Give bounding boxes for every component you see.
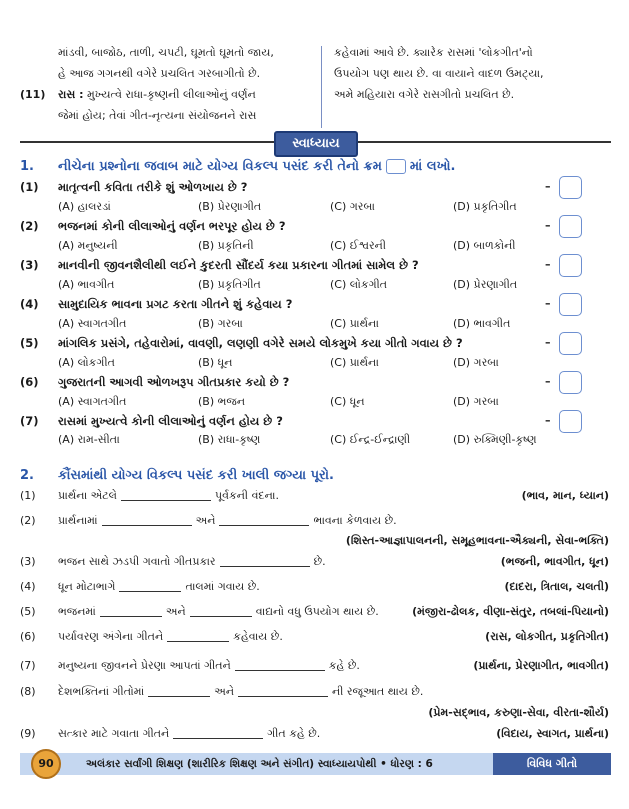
question-text: રાસમાં મુખ્યત્વે કોની લીલાઓનું વર્ણન હોય છે ? bbox=[58, 414, 283, 428]
question-text: સામુદાયિક ભાવના પ્રગટ કરતા ગીતને શું કહેવાય ? bbox=[58, 297, 293, 311]
answer-box-5[interactable] bbox=[559, 332, 582, 355]
question-text: ગુજરાતની આગવી ઓળખરૂપ ગીતપ્રકાર કયો છે ? bbox=[58, 375, 290, 389]
intro-left-line: માંડવી, બાજોઠ, તાળી, ચપટી, ઘૂમતો ઘૂમતો જાય, bbox=[58, 46, 274, 59]
intro-item-11 bbox=[20, 84, 308, 105]
option-b: (B) રાધા-કૃષ્ણ bbox=[198, 433, 261, 446]
fill-text: સત્કાર માટે ગવાતા ગીતને bbox=[58, 727, 170, 740]
blank-line[interactable] bbox=[119, 591, 181, 592]
option-b: (B) પ્રકૃતિગીત bbox=[198, 278, 261, 291]
fill-number: (3) bbox=[20, 555, 36, 568]
option-d: (D) પ્રકૃતિગીત bbox=[453, 200, 517, 213]
answer-box-sample bbox=[386, 159, 406, 174]
dash: – bbox=[545, 297, 551, 310]
page-number-badge bbox=[31, 749, 61, 779]
fill-in-5 bbox=[20, 605, 379, 619]
option-a: (A) હાલરડાં bbox=[58, 200, 111, 213]
option-c: (C) ધૂન bbox=[330, 395, 365, 408]
intro-right-line: કહેવામાં આવે છે. ક્યારેક રાસમાં 'લોકગીત'નો bbox=[334, 46, 533, 59]
fill-number: (2) bbox=[20, 514, 36, 527]
fill-number: (6) bbox=[20, 630, 36, 643]
option-d: (D) ગરબા bbox=[453, 356, 499, 369]
footer-title: અલંકાર સર્વાંગી શિક્ષણ (શારીરિક શિક્ષણ અને સંગીત) સ્વાધ્યાયપોથી • ધોરણ : 6 bbox=[86, 758, 433, 770]
section-2-heading bbox=[20, 468, 334, 483]
option-a: (A) મનુષ્યની bbox=[58, 239, 118, 252]
fill-text: છે. bbox=[313, 555, 326, 568]
option-d: (D) પ્રેરણાગીત bbox=[453, 278, 518, 291]
item-label: રાસ : bbox=[58, 88, 84, 101]
option-a: (A) રામ-સીતા bbox=[58, 433, 120, 446]
fill-choices: (ભજની, ભાવગીત, ધૂન) bbox=[500, 555, 609, 568]
fill-in-6 bbox=[20, 630, 283, 644]
question-number: (1) bbox=[20, 180, 39, 194]
intro-right-column bbox=[334, 42, 609, 105]
intro-right-line: અમે મહિયારા વગેરે રાસગીતો પ્રચલિત છે. bbox=[334, 88, 515, 101]
dash: – bbox=[545, 414, 551, 427]
item-text: મુખ્યત્વે રાધા-કૃષ્ણની લીલાઓનું વર્ણન bbox=[87, 88, 256, 101]
fill-text: પૂર્વકની વંદના. bbox=[214, 489, 279, 502]
blank-line[interactable] bbox=[121, 500, 211, 501]
section-1-heading bbox=[20, 159, 455, 174]
question-5 bbox=[20, 336, 463, 351]
option-c: (C) ઈન્દ્ર-ઈન્દ્રાણી bbox=[330, 433, 411, 446]
fill-text: પ્રાર્થનામાં bbox=[58, 514, 98, 527]
fill-text: ભજનમાં bbox=[58, 605, 96, 618]
fill-text: પ્રાર્થના એટલે bbox=[58, 489, 117, 502]
question-1 bbox=[20, 180, 247, 195]
fill-number: (7) bbox=[20, 659, 36, 672]
question-number: (3) bbox=[20, 258, 39, 272]
question-number: (4) bbox=[20, 297, 39, 311]
blank-line[interactable] bbox=[173, 738, 263, 739]
fill-choices: (પ્રાર્થના, પ્રેરણાગીત, ભાવગીત) bbox=[473, 659, 609, 672]
fill-choices: (ભાવ, માન, ધ્યાન) bbox=[521, 489, 609, 502]
fill-in-8 bbox=[20, 685, 423, 699]
blank-line[interactable] bbox=[235, 670, 325, 671]
blank-line[interactable] bbox=[219, 525, 309, 526]
section-text: કૌંસમાંથી યોગ્ય વિકલ્પ પસંદ કરી ખાલી જગ્યા પૂરો. bbox=[58, 468, 334, 483]
option-d: (D) રુક્મિણી-કૃષ્ણ bbox=[453, 433, 537, 446]
dash: – bbox=[545, 180, 551, 193]
section-number: 1. bbox=[20, 159, 34, 174]
fill-text: કહે છે. bbox=[328, 659, 360, 672]
question-number: (6) bbox=[20, 375, 39, 389]
blank-line[interactable] bbox=[190, 616, 252, 617]
dash: – bbox=[545, 258, 551, 271]
fill-text: અને bbox=[195, 514, 216, 527]
option-c: (C) લોકગીત bbox=[330, 278, 388, 291]
question-text: માનવીની જીવનશૈલીથી લઈને કુદરતી સૌંદર્ય કયા પ્રકારના ગીતમાં સામેલ છે ? bbox=[58, 258, 419, 272]
question-number: (2) bbox=[20, 219, 39, 233]
intro-right-line: ઉપયોગ પણ થાય છે. વા વાયાને વાદળ ઉમટ્યા, bbox=[334, 67, 544, 80]
fill-in-2 bbox=[20, 514, 397, 528]
option-d: (D) ગરબા bbox=[453, 395, 499, 408]
option-c: (C) ઈશ્વરની bbox=[330, 239, 387, 252]
question-number: (7) bbox=[20, 414, 39, 428]
fill-text: કહેવાય છે. bbox=[233, 630, 283, 643]
intro-left-line: હે આજ ગગનથી વગેરે પ્રચલિત ગરબાગીતો છે. bbox=[58, 67, 261, 80]
fill-choices: (રાસ, લોકગીત, પ્રકૃતિગીત) bbox=[485, 630, 609, 643]
answer-box-3[interactable] bbox=[559, 254, 582, 277]
fill-in-9 bbox=[20, 727, 320, 741]
blank-line[interactable] bbox=[102, 525, 192, 526]
answer-box-7[interactable] bbox=[559, 410, 582, 433]
fill-in-7 bbox=[20, 659, 360, 673]
question-4 bbox=[20, 297, 292, 312]
answer-box-2[interactable] bbox=[559, 215, 582, 238]
dash: – bbox=[545, 336, 551, 349]
question-number: (5) bbox=[20, 336, 39, 350]
item-number: (11) bbox=[20, 88, 46, 101]
intro-item-11-continued: જેમાં હોય; તેવાં ગીત-નૃત્યના સંયોજનને રાસ bbox=[58, 109, 257, 122]
question-3 bbox=[20, 258, 419, 273]
fill-choices: (મંજીરા-ઢોલક, વીણા-સંતુર, તબલાં-પિયાનો) bbox=[412, 605, 609, 618]
blank-line[interactable] bbox=[167, 641, 229, 642]
option-b: (B) ભજન bbox=[198, 395, 246, 408]
fill-text: અને bbox=[165, 605, 186, 618]
section-number: 2. bbox=[20, 468, 34, 483]
blank-line[interactable] bbox=[220, 566, 310, 567]
question-text: ભજનમાં કોની લીલાઓનું વર્ણન ભરપૂર હોય છે ? bbox=[58, 219, 286, 233]
exercise-badge: સ્વાધ્યાય bbox=[274, 131, 358, 157]
answer-box-1[interactable] bbox=[559, 176, 582, 199]
fill-text: દેશભક્તિનાં ગીતોમાં bbox=[58, 685, 145, 698]
fill-choices: (પ્રેમ-સદ્ભાવ, કરુણા-સેવા, વીરતા-શૌર્ય) bbox=[428, 706, 609, 719]
option-d: (D) ભાવગીત bbox=[453, 317, 511, 330]
page-footer bbox=[20, 753, 611, 775]
column-divider bbox=[321, 46, 322, 128]
fill-number: (8) bbox=[20, 685, 36, 698]
option-b: (B) પ્રેરણાગીત bbox=[198, 200, 262, 213]
footer-unit-label: વિવિધ ગીતો bbox=[493, 753, 611, 775]
question-text: માંગલિક પ્રસંગે, તહેવારોમાં, વાવણી, લણણી વગેરે સમયે લોકમુખે કયા ગીતો ગવાય છે ? bbox=[58, 336, 463, 350]
answer-box-6[interactable] bbox=[559, 371, 582, 394]
option-d: (D) બાળકોની bbox=[453, 239, 516, 252]
dash: – bbox=[545, 219, 551, 232]
intro-left-column bbox=[20, 42, 308, 126]
fill-text: ભજન સાથે ઝડપી ગવાતો ગીતપ્રકાર bbox=[58, 555, 216, 568]
section-text-end: માં લખો. bbox=[409, 159, 456, 174]
dash: – bbox=[545, 375, 551, 388]
answer-box-4[interactable] bbox=[559, 293, 582, 316]
option-c: (C) પ્રાર્થના bbox=[330, 317, 379, 330]
fill-text: ગીત કહે છે. bbox=[267, 727, 321, 740]
question-7 bbox=[20, 414, 283, 429]
option-a: (A) સ્વાગતગીત bbox=[58, 395, 127, 408]
option-c: (C) પ્રાર્થના bbox=[330, 356, 379, 369]
option-b: (B) ધૂન bbox=[198, 356, 233, 369]
page-number: 90 bbox=[31, 749, 61, 779]
question-text: માતૃત્વની કવિતા તરીકે શું ઓળખાય છે ? bbox=[58, 180, 248, 194]
fill-choices: (શિસ્ત-આજ્ઞાપાલનની, સમૂહભાવના-ઐક્યની, સેવા-ભક્તિ) bbox=[345, 534, 609, 547]
section-text: નીચેના પ્રશ્નોના જવાબ માટે યોગ્ય વિકલ્પ પસંદ કરી તેનો ક્રમ bbox=[58, 159, 382, 174]
fill-text: ધૂન મોટાભાગે bbox=[58, 580, 116, 593]
option-c: (C) ગરબા bbox=[330, 200, 376, 213]
fill-in-4 bbox=[20, 580, 260, 594]
fill-number: (9) bbox=[20, 727, 36, 740]
fill-in-3 bbox=[20, 555, 326, 569]
fill-text: તાલમાં ગવાય છે. bbox=[185, 580, 260, 593]
fill-text: ની રજૂઆત થાય છે. bbox=[332, 685, 424, 698]
fill-text: મનુષ્યના જીવનને પ્રેરણા આપતાં ગીતને bbox=[58, 659, 231, 672]
option-a: (A) સ્વાગતગીત bbox=[58, 317, 127, 330]
fill-number: (5) bbox=[20, 605, 36, 618]
fill-choices: (દાદરા, ત્રિતાલ, ચલતી) bbox=[504, 580, 609, 593]
question-6 bbox=[20, 375, 289, 390]
option-b: (B) ગરબા bbox=[198, 317, 243, 330]
option-a: (A) લોકગીત bbox=[58, 356, 115, 369]
blank-line[interactable] bbox=[100, 616, 162, 617]
fill-text: વાદ્યનો વધુ ઉપયોગ થાય છે. bbox=[255, 605, 379, 618]
fill-choices: (વિદાય, સ્વાગત, પ્રાર્થના) bbox=[496, 727, 609, 740]
fill-text: અને bbox=[214, 685, 235, 698]
question-2 bbox=[20, 219, 286, 234]
blank-line[interactable] bbox=[148, 696, 210, 697]
blank-line[interactable] bbox=[238, 696, 328, 697]
fill-number: (4) bbox=[20, 580, 36, 593]
option-b: (B) પ્રકૃતિની bbox=[198, 239, 254, 252]
fill-text: ભાવના કેળવાય છે. bbox=[313, 514, 397, 527]
fill-number: (1) bbox=[20, 489, 36, 502]
fill-text: પર્યાવરણ અંગેના ગીતને bbox=[58, 630, 164, 643]
option-a: (A) ભાવગીત bbox=[58, 278, 115, 291]
intro-text-block bbox=[20, 42, 611, 128]
fill-in-1 bbox=[20, 489, 279, 503]
